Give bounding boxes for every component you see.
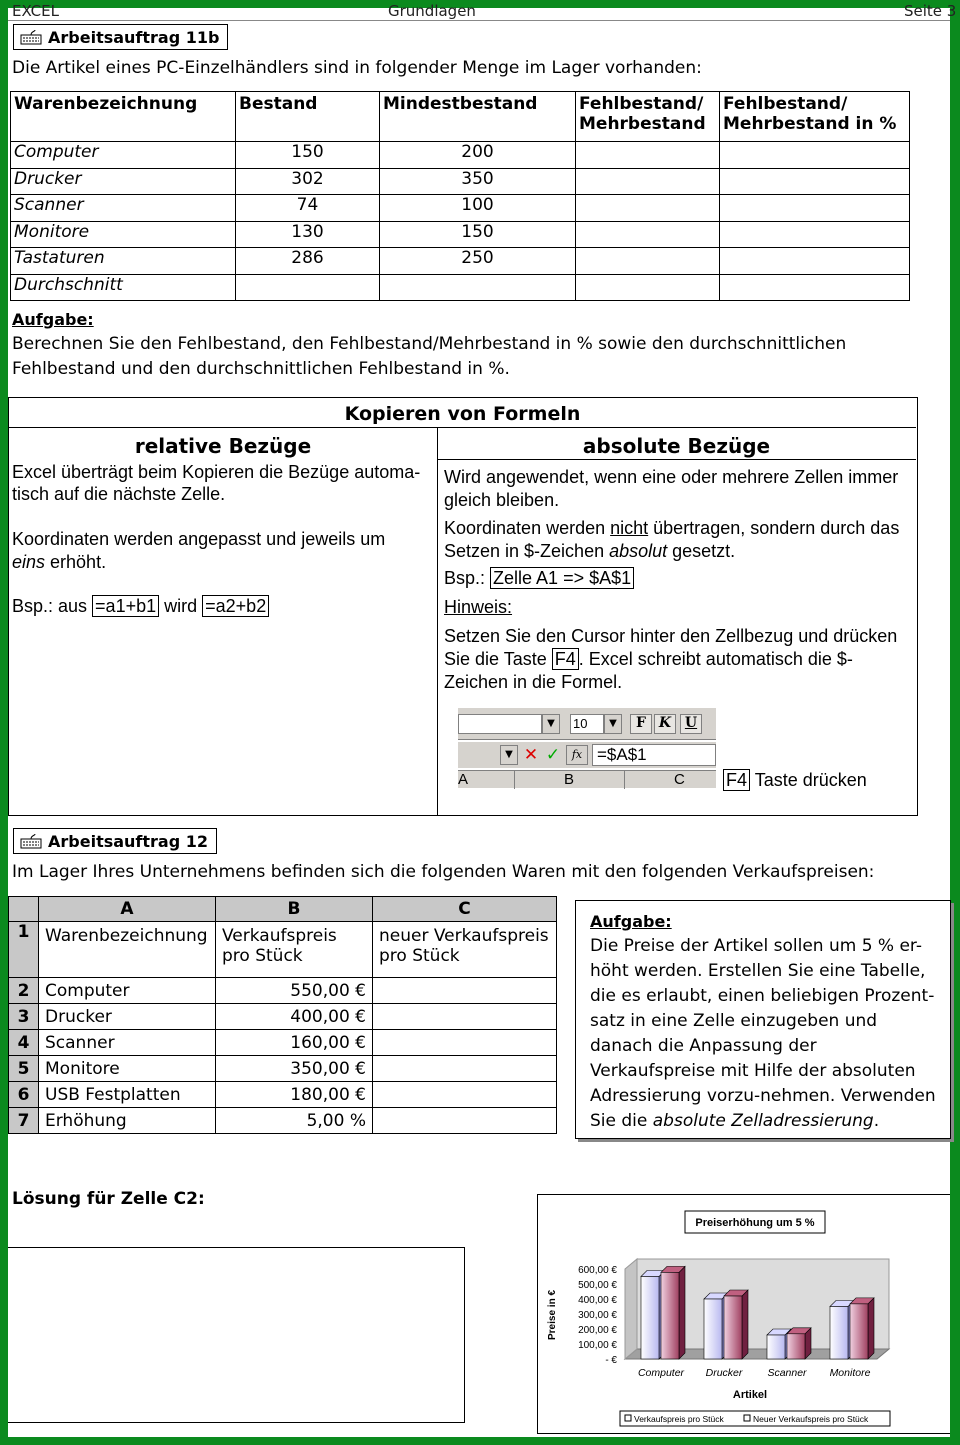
col-fehlbestand-prozent: Fehlbestand/ Mehrbestand in %	[720, 92, 910, 142]
relative-p2: Koordinaten werden angepasst und jeweils um eins erhöht.	[12, 529, 386, 572]
keyboard-icon	[20, 29, 42, 45]
relative-title: relative Bezüge	[134, 434, 312, 458]
bar-side	[679, 1266, 685, 1359]
y-tick-label: 600,00 €	[578, 1265, 617, 1276]
absolute-p1: Wird angewendet, wenn eine oder mehrere Zellen immer gleich bleiben.	[444, 467, 899, 510]
x-axis-label: Artikel	[732, 1389, 768, 1401]
table-row: Tastaturen 286 250	[11, 248, 910, 275]
formula-a2b2: =a2+b2	[202, 595, 269, 617]
x-tick-label: Scanner	[767, 1367, 807, 1379]
legend-swatch-1	[625, 1415, 631, 1421]
header-center: Grundlagen	[388, 2, 476, 20]
col-mindestbestand: Mindestbestand	[380, 92, 576, 142]
bar	[767, 1335, 785, 1359]
task-12-aufgabe-text: Die Preise der Artikel sollen um 5 % er-höht werden. Erstellen Sie eine Tabelle, die es erlaubt, einen beliebigen Prozent-satz in eine Zelle einzugeben und danach die Anpassung der Verkaufspreise mit Hilfe der absoluten Adressierung vorzu-nehmen. Verwenden Sie die absolute Zelladressierung.	[590, 936, 936, 1131]
legend-swatch-2	[744, 1415, 750, 1421]
absolute-p2: Koordinaten werden nicht übertragen, sondern durch das Setzen in $-Zeichen absolut gesetzt.	[444, 518, 900, 561]
y-tick-label: 200,00 €	[578, 1325, 617, 1336]
table-row: 5 Monitore 350,00 €	[9, 1056, 557, 1082]
bar	[661, 1272, 679, 1359]
formula-abs: Zelle A1 => $A$1	[490, 567, 634, 589]
y-tick-label: - €	[605, 1355, 617, 1366]
font-size-box[interactable]: 10	[570, 714, 604, 734]
col-fehlbestand: Fehlbestand/ Mehrbestand	[576, 92, 720, 142]
table-row: 4 Scanner 160,00 €	[9, 1030, 557, 1056]
legend-item-1: Verkaufspreis pro Stück	[634, 1414, 724, 1424]
namebox-dropdown-arrow[interactable]: ▼	[500, 745, 518, 765]
header-divider	[8, 20, 950, 21]
task-12-aufgabe-box	[575, 900, 951, 1139]
absolute-title: absolute Bezüge	[437, 428, 916, 460]
bar	[641, 1277, 659, 1360]
y-tick-label: 300,00 €	[578, 1310, 617, 1321]
hinweis-text: Setzen Sie den Cursor hinter den Zellbezug und drücken Sie die Taste F4 . Excel schreibt automatisch die $-Zeichen in die Formel.	[444, 626, 898, 692]
table-row: Computer 150 200	[11, 142, 910, 169]
task-12-badge	[13, 828, 217, 854]
bar-side	[742, 1290, 748, 1359]
bar-chart	[538, 1195, 949, 1433]
column-headers: A B C	[458, 770, 716, 788]
hinweis-label: Hinweis:	[444, 597, 513, 617]
price-table-header: 1 Warenbezeichnung Verkaufspreis pro Stück neuer Verkaufspreis pro Stück	[9, 922, 557, 978]
table-row: 6 USB Festplatten 180,00 €	[9, 1082, 557, 1108]
cancel-icon[interactable]: ✕	[523, 745, 539, 765]
formula-a1b1: =a1+b1	[92, 595, 159, 617]
col-warenbezeichnung: Warenbezeichnung	[11, 92, 236, 142]
task-11b-label: Arbeitsauftrag 11b	[48, 27, 220, 47]
y-tick-label: 400,00 €	[578, 1295, 617, 1306]
check-icon[interactable]: ✓	[545, 745, 561, 765]
bar	[787, 1334, 805, 1359]
task-11b-intro: Die Artikel eines PC-Einzelhändlers sind in folgender Menge im Lager vorhanden:	[12, 58, 702, 78]
table-row: Durchschnitt	[11, 274, 910, 301]
table-row: 2 Computer 550,00 €	[9, 978, 557, 1004]
table-row: Scanner 74 100	[11, 195, 910, 222]
price-table	[8, 896, 557, 1134]
bold-button[interactable]: F	[630, 714, 652, 734]
table-row: 7 Erhöhung 5,00 %	[9, 1108, 557, 1134]
bar-side	[868, 1298, 874, 1359]
price-table-col-letters: A B C	[9, 897, 557, 922]
table-row: Monitore 130 150	[11, 221, 910, 248]
task-11b-aufgabe-label: Aufgabe:	[12, 310, 94, 329]
y-tick-label: 100,00 €	[578, 1340, 617, 1351]
relative-example: Bsp.: aus =a1+b1 wird =a2+b2	[12, 596, 269, 617]
relative-p1: Excel überträgt beim Kopieren die Bezüge automa-tisch auf die nächste Zelle.	[12, 462, 421, 504]
function-icon[interactable]: fx	[566, 745, 588, 765]
excel-toolbar-illustration	[458, 706, 716, 788]
stock-table-header	[11, 92, 910, 142]
header-left: EXCEL	[12, 2, 59, 20]
italic-button[interactable]: K	[654, 714, 676, 734]
bar	[704, 1299, 722, 1359]
task-12-aufgabe-label: Aufgabe:	[590, 912, 672, 931]
keyboard-icon	[20, 833, 42, 849]
task-11b-aufgabe-text: Berechnen Sie den Fehlbestand, den Fehlbestand/Mehrbestand in % sowie den durchschnittlichen Fehlbestand und den durchschnittlichen Fehlbestand in %.	[12, 334, 847, 379]
chart-side-wall	[625, 1259, 637, 1359]
absolute-example: Bsp.: Zelle A1 => $A$1	[444, 568, 634, 589]
bar	[830, 1307, 848, 1360]
task-12-intro: Im Lager Ihres Unternehmens befinden sich die folgenden Waren mit den folgenden Verkaufspreisen:	[12, 862, 875, 882]
chart-container	[537, 1194, 950, 1434]
font-name-box[interactable]	[458, 714, 542, 734]
size-dropdown-arrow[interactable]: ▼	[604, 714, 622, 734]
formeln-title: Kopieren von Formeln	[9, 398, 916, 428]
legend-item-2: Neuer Verkaufspreis pro Stück	[753, 1414, 869, 1424]
bar	[724, 1296, 742, 1359]
f4-key-caption: F4	[723, 769, 750, 791]
table-row: 3 Drucker 400,00 €	[9, 1004, 557, 1030]
task-11b-badge	[13, 24, 228, 50]
col-bestand: Bestand	[236, 92, 380, 142]
y-tick-label: 500,00 €	[578, 1280, 617, 1291]
f4-key: F4	[552, 648, 579, 670]
formula-bar[interactable]: =$A$1	[592, 744, 716, 766]
font-dropdown-arrow[interactable]: ▼	[542, 714, 560, 734]
x-tick-label: Drucker	[705, 1367, 743, 1379]
underline-button[interactable]: U	[680, 714, 702, 734]
y-axis-label: Preise in €	[547, 1289, 558, 1341]
bar	[850, 1304, 868, 1359]
x-tick-label: Computer	[637, 1367, 685, 1379]
stock-table	[10, 91, 910, 301]
x-tick-label: Monitore	[829, 1367, 871, 1379]
header-right: Seite 3	[904, 2, 957, 20]
solution-box[interactable]	[8, 1247, 465, 1423]
formeln-divider	[437, 428, 438, 815]
table-row: Drucker 302 350	[11, 168, 910, 195]
task-12-label: Arbeitsauftrag 12	[48, 831, 209, 851]
chart-title: Preiserhöhung um 5 %	[695, 1217, 815, 1229]
loesung-label: Lösung für Zelle C2:	[12, 1189, 205, 1209]
f4-caption: F4 Taste drücken	[723, 770, 867, 791]
